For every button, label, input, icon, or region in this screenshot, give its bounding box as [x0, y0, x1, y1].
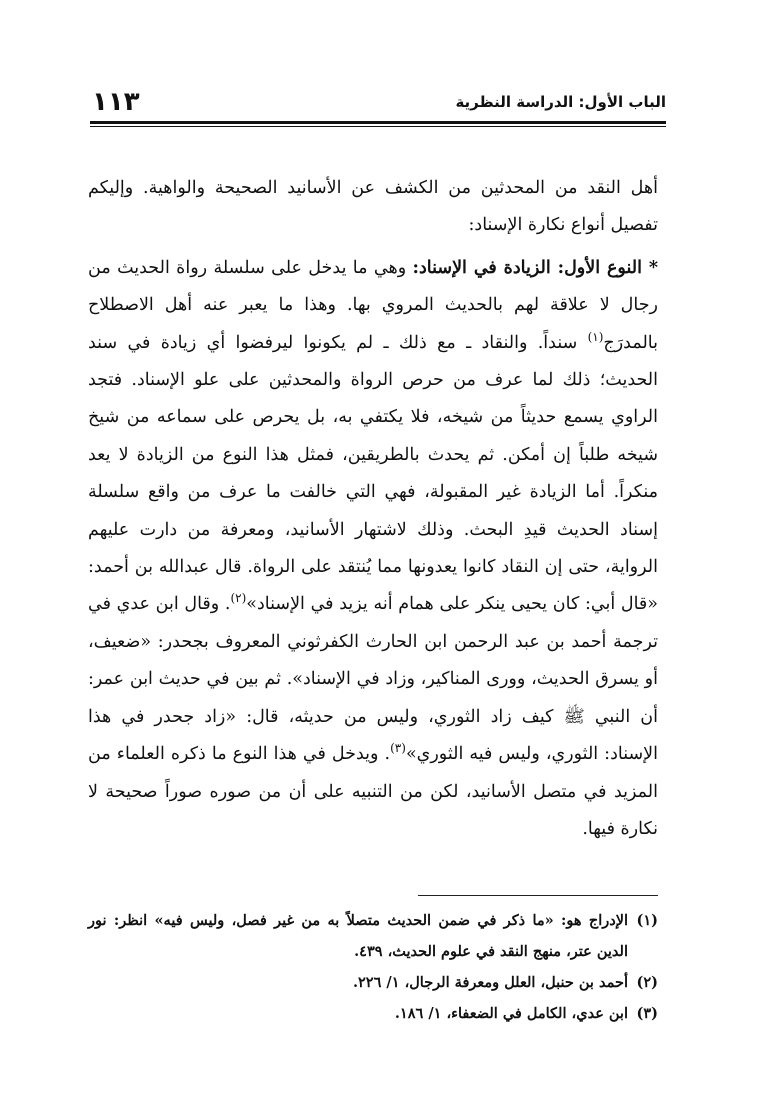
footnote-separator — [418, 895, 658, 896]
paragraph-text-a: وهي ما يدخل على سلسلة رواة الحديث من رجال لا علاقة لهم بالحديث المروي بها. وهذا ما يعبر عنه أهل الاصطلاح بالمدرَج — [88, 257, 658, 353]
paragraph-text-d: . ويدخل في هذا النوع ما ذكره العلماء من المزيد في متصل الأسانيد، لكن من التنبيه على أن من صوره صوراً صحيحة لا نكارة فيها. — [88, 744, 658, 839]
paragraph-text-c: . وقال ابن عدي في ترجمة أحمد بن عبد الرحمن ابن الحارث الكفرثوني المعروف بجحدر: «ضعيف، أو يسرق الحديث، وورى المناكير، وزاد في الإسناد». ثم بين في حديث ابن عمر: أن النبي ﷺ كيف زاد الثوري، وليس من حديثه، قال: «زاد جحدر في هذا الإسناد: الثوري، وليس فيه الثوري» — [88, 594, 658, 765]
paragraph-type-one — [88, 250, 658, 849]
footnote-number: (١) — [636, 912, 658, 929]
footnote-item — [88, 998, 658, 1029]
footnote-item — [88, 905, 658, 967]
footnote-number: (٢) — [636, 974, 658, 991]
paragraph-text-b: سنداً. والنقاد ـ مع ذلك ـ لم يكونوا ليرفضوا أي زيادة في سند الحديث؛ ذلك لما عرف من حرص الرواة والمحدثين على علو الإسناد. فتجد الراوي يسمع حديثاً من شيخه، فلا يكتفي به، بل يحرص على سماعه من شيخ شيخه طلباً إن أمكن. ثم يحدث بالطريقين، فمثل هذا النوع من الزيادة لا يعد منكراً. أما الزيادة غير المقبولة، فهي التي خالفت ما عرف من واقع سلسلة إسناد الحديث قيدِ البحث. وذلك لاشتهار الأسانيد، ومعرفة من دارت عليهم الرواية، حتى إن النقاد كانوا يعدونها مما يُنتقد على الرواة. قال عبدالله بن أحمد: «قال أبي: كان يحيى ينكر على همام أنه يزيد في الإسناد» — [88, 332, 658, 615]
running-header — [92, 84, 666, 118]
footnote-ref-3[interactable]: (٣) — [390, 741, 406, 756]
footnote-number: (٣) — [636, 1005, 658, 1022]
header-rule — [90, 121, 666, 127]
footnote-text: ابن عدي، الكامل في الضعفاء، ١/ ١٨٦. — [394, 1005, 628, 1022]
footnote-text: أحمد بن حنبل، العلل ومعرفة الرجال، ١/ ٢٢٦. — [352, 974, 628, 991]
footnote-item — [88, 967, 658, 998]
footnote-text: الإدراج هو: «ما ذكر في ضمن الحديث متصلاً به من غير فصل، وليس فيه» انظر: نور الدين عتر، منهج النقد في علوم الحديث، ٤٣٩. — [88, 912, 628, 960]
footnote-ref-2[interactable]: (٢) — [230, 591, 247, 606]
paragraph-intro: أهل النقد من المحدثين من الكشف عن الأسانيد الصحيحة والواهية. وإليكم تفصيل أنواع نكارة الإسناد: — [88, 178, 658, 236]
main-text — [88, 170, 658, 848]
chapter-title: الباب الأول: الدراسة النظرية — [455, 93, 666, 111]
page-number: ١١٣ — [92, 87, 140, 117]
section-lead: * النوع الأول: الزيادة في الإسناد: — [412, 257, 658, 278]
footnotes — [88, 905, 658, 1029]
footnote-ref-1[interactable]: (١) — [587, 329, 604, 344]
